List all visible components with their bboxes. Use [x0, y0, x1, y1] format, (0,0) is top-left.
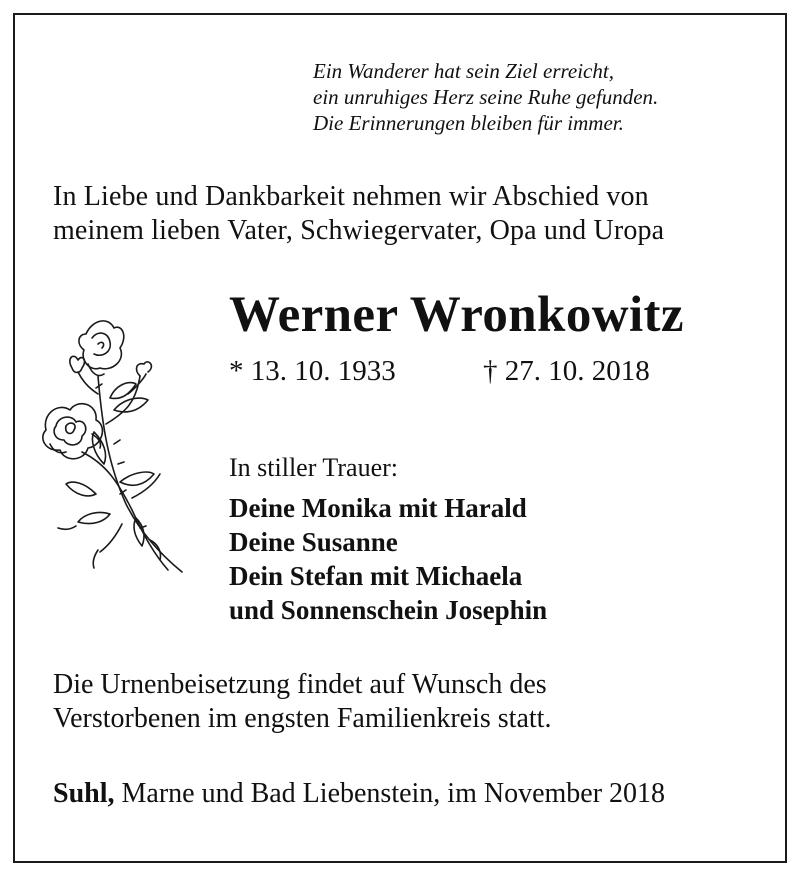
note-line: Die Urnenbeisetzung findet auf Wunsch des	[53, 669, 547, 700]
mourner-name: Deine Monika mit Harald	[229, 493, 527, 523]
poem	[313, 58, 658, 136]
birth-date: * 13. 10. 1933	[229, 355, 396, 387]
rose-drawing-icon	[36, 314, 188, 576]
note-line: Verstorbenen im engsten Familienkreis statt.	[53, 703, 552, 734]
footer-rest: Marne und Bad Liebenstein, im November 2018	[114, 778, 666, 809]
poem-line: ein unruhiges Herz seine Ruhe gefunden.	[313, 85, 659, 109]
mourner-name: Deine Susanne	[229, 527, 398, 557]
footer-place: Suhl,	[53, 778, 115, 809]
poem-line: Ein Wanderer hat sein Ziel erreicht,	[313, 59, 614, 83]
burial-note	[53, 668, 551, 736]
intro-line: In Liebe und Dankbarkeit nehmen wir Abschied von	[53, 181, 649, 212]
mourner-name: Dein Stefan mit Michaela	[229, 561, 523, 591]
place-date-footer	[53, 776, 665, 812]
intro-text	[53, 180, 664, 248]
mourning-title: In stiller Trauer:	[229, 453, 398, 482]
mourners-list	[229, 491, 547, 627]
deceased-name: Werner Wronkowitz	[229, 287, 684, 343]
death-date: † 27. 10. 2018	[483, 355, 650, 387]
poem-line: Die Erinnerungen bleiben für immer.	[313, 111, 624, 135]
mourner-name: und Sonnenschein Josephin	[229, 595, 548, 625]
intro-line: meinem lieben Vater, Schwiegervater, Opa und Uropa	[53, 215, 665, 246]
